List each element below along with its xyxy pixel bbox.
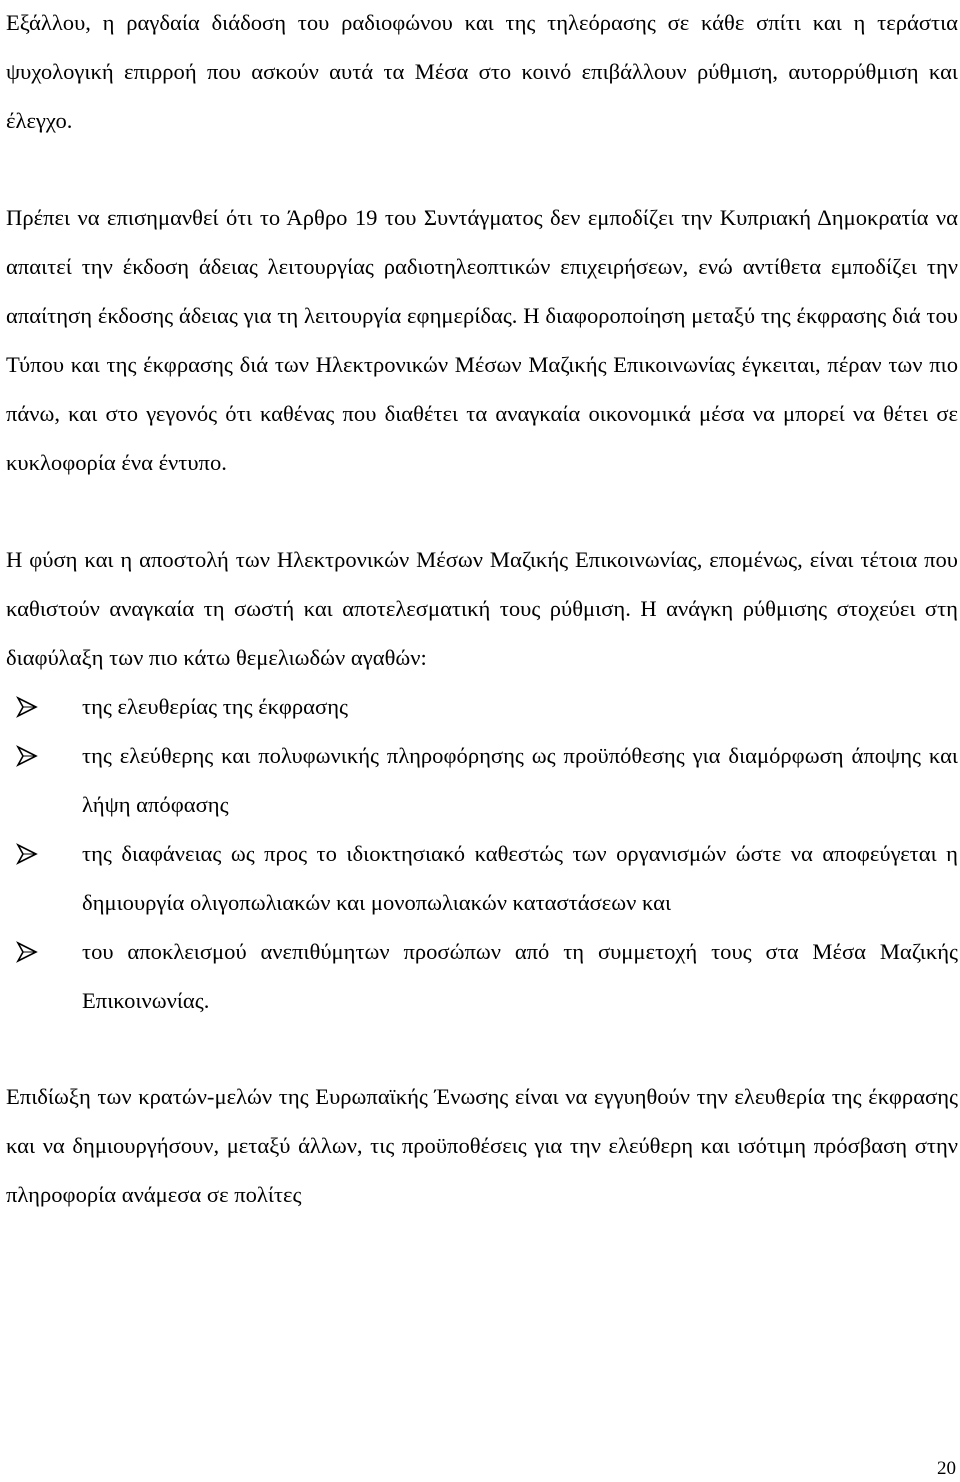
list-item: [6, 731, 958, 829]
list-item: [6, 682, 958, 731]
document-page: [6, 0, 958, 1219]
arrowhead-bullet-icon: [16, 941, 38, 963]
list-item-text: της διαφάνειας ως προς το ιδιοκτησιακό καθεστώς των οργανισμών ώστε να αποφεύγεται η δημιουργία ολιγοπωλιακών και μονοπωλιακών καταστάσεων και: [82, 841, 958, 915]
list-item-text: του αποκλεισμού ανεπιθύμητων προσώπων από τη συμμετοχή τους στα Μέσα Μαζικής Επικοινωνίας.: [82, 939, 958, 1013]
arrowhead-bullet-icon: [16, 745, 38, 767]
paragraph-media-regulation: Εξάλλου, η ραγδαία διάδοση του ραδιοφώνου και της τηλεόρασης σε κάθε σπίτι και η τεράστια ψυχολογική επιρροή που ασκούν αυτά τα Μέσα στο κοινό επιβάλλουν ρύθμιση, αυτορρύθμιση και έλεγχο.: [6, 10, 958, 133]
list-item-text: της ελεύθερης και πολυφωνικής πληροφόρησης ως προϋπόθεσης για διαμόρφωση άποψης και λήψη απόφασης: [82, 743, 958, 817]
arrowhead-bullet-icon: [16, 843, 38, 865]
paragraph-eu-member-states: Επιδίωξη των κρατών-μελών της Ευρωπαϊκής Ένωσης είναι να εγγυηθούν την ελευθερία της έκφρασης και να δημιουργήσουν, μεταξύ άλλων, τις προϋποθέσεις για την ελεύθερη και ισότιμη πρόσβαση στην πληροφορία ανάμεσα σε πολίτες: [6, 1084, 958, 1207]
arrowhead-bullet-icon: [16, 696, 38, 718]
fundamental-goods-list: [6, 682, 958, 1025]
list-item-text: της ελευθερίας της έκφρασης: [82, 694, 348, 719]
list-item: [6, 829, 958, 927]
list-item: [6, 927, 958, 1025]
paragraph-nature-of-media: Η φύση και η αποστολή των Ηλεκτρονικών Μέσων Μαζικής Επικοινωνίας, επομένως, είναι τέτοια που καθιστούν αναγκαία τη σωστή και αποτελεσματική τους ρύθμιση. Η ανάγκη ρύθμισης στοχεύει στη διαφύλαξη των πιο κάτω θεμελιωδών αγαθών:: [6, 547, 958, 670]
page-number: 20: [937, 1458, 956, 1479]
paragraph-article-19: Πρέπει να επισημανθεί ότι το Άρθρο 19 του Συντάγματος δεν εμποδίζει την Κυπριακή Δημοκρατία να απαιτεί την έκδοση άδειας λειτουργίας ραδιοτηλεοπτικών επιχειρήσεων, ενώ αντίθετα εμποδίζει την απαίτηση έκδοσης άδειας για τη λειτουργία εφημερίδας. Η διαφοροποίηση μεταξύ της έκφρασης διά του Τύπου και της έκφρασης διά των Ηλεκτρονικών Μέσων Μαζικής Επικοινωνίας έγκειται, πέραν των πιο πάνω, και στο γεγονός ότι καθένας που διαθέτει τα αναγκαία οικονομικά μέσα να μπορεί να θέτει σε κυκλοφορία ένα έντυπο.: [6, 205, 958, 475]
